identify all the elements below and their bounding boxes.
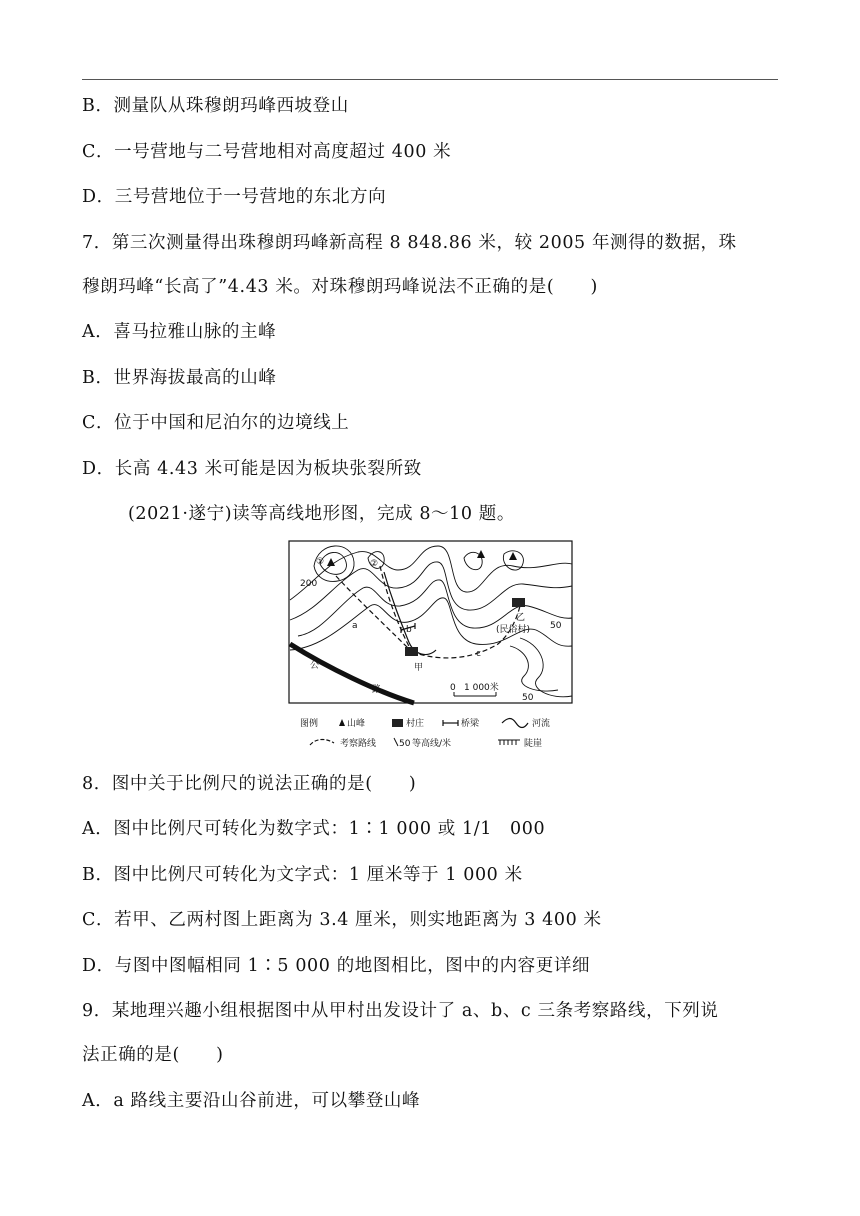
q8-option-d: D．与图中图幅相同 1∶5 000 的地图相比，图中的内容更详细 — [82, 956, 591, 976]
q8-10-intro: (2021·遂宁)读等高线地形图，完成 8～10 题。 — [128, 504, 515, 524]
map-legend — [300, 717, 550, 749]
q8-option-c: C．若甲、乙两村图上距离为 3.4 厘米，则实地距离为 3 400 米 — [82, 910, 602, 930]
q6-option-b: B．测量队从珠穆朗玛峰西坡登山 — [82, 96, 349, 116]
village-jia-icon — [405, 647, 418, 656]
legend-peak: 山峰 — [347, 719, 366, 729]
q7-stem-line-2: 穆朗玛峰“长高了”4.43 米。对珠穆朗玛峰说法不正确的是( ) — [82, 277, 598, 297]
legend-route-icon — [310, 739, 334, 745]
scale-value: 1 000米 — [464, 683, 499, 693]
scale-zero: 0 — [450, 683, 456, 693]
legend-bridge: 桥梁 — [461, 719, 480, 729]
contour-map-figure — [288, 540, 574, 755]
q9-option-a: A．a 路线主要沿山谷前进，可以攀登山峰 — [82, 1091, 421, 1111]
peak-1-label: ① — [316, 557, 325, 567]
route-a-label: a — [352, 621, 358, 631]
legend-bridge-icon — [443, 720, 458, 726]
q7-option-c: C．位于中国和尼泊尔的边境线上 — [82, 413, 350, 433]
village-yi-note: (民俗村) — [496, 625, 531, 635]
road-label-1: 公 — [310, 661, 320, 671]
q9-stem-line-2: 法正确的是( ) — [82, 1045, 224, 1065]
q7-option-a: A．喜马拉雅山脉的主峰 — [82, 322, 277, 342]
legend-peak-icon — [339, 719, 345, 726]
village-yi-icon — [512, 598, 525, 607]
contour-map — [288, 540, 574, 755]
peak-2-label: ② — [370, 559, 379, 569]
contour-50-label-a: 50 — [550, 621, 562, 631]
q7-stem-line-1: 7．第三次测量得出珠穆朗玛峰新高程 8 848.86 米，较 2005 年测得的数据，珠 — [82, 233, 737, 253]
contour-50-label-b: 50 — [522, 693, 534, 703]
village-yi-label: 乙 — [516, 613, 526, 623]
route-c-label: c — [476, 649, 481, 659]
q6-option-c: C．一号营地与二号营地相对高度超过 400 米 — [82, 142, 452, 162]
legend-river: 河流 — [532, 719, 551, 729]
legend-village-icon — [392, 719, 403, 727]
legend-cliff: 陡崖 — [524, 739, 543, 749]
legend-village: 村庄 — [406, 719, 425, 729]
q8-option-a: A．图中比例尺可转化为数字式：1∶1 000 或 1/1 000 — [82, 819, 546, 839]
legend-contour: 等高线/米 — [412, 739, 452, 749]
q7-option-b: B．世界海拔最高的山峰 — [82, 368, 277, 388]
legend-route: 考察路线 — [340, 739, 377, 749]
header-rule — [82, 79, 778, 80]
route-b-label: b — [406, 625, 412, 635]
legend-title: 图例 — [300, 719, 319, 729]
q8-stem: 8．图中关于比例尺的说法正确的是( ) — [82, 774, 417, 794]
legend-contour-icon — [394, 738, 398, 746]
q9-stem-line-1: 9．某地理兴趣小组根据图中从甲村出发设计了 a、b、c 三条考察路线，下列说 — [82, 1001, 719, 1021]
q7-option-d: D．长高 4.43 米可能是因为板块张裂所致 — [82, 459, 422, 479]
legend-cliff-icon — [498, 740, 520, 745]
legend-contour-value: 50 — [399, 739, 411, 749]
contour-200-label: 200 — [300, 579, 318, 589]
q6-option-d: D．三号营地位于一号营地的东北方向 — [82, 187, 387, 207]
q8-option-b: B．图中比例尺可转化为文字式：1 厘米等于 1 000 米 — [82, 865, 523, 885]
road-label-2: 路 — [372, 685, 382, 695]
legend-river-icon — [502, 719, 528, 728]
village-jia-label: 甲 — [414, 663, 424, 673]
